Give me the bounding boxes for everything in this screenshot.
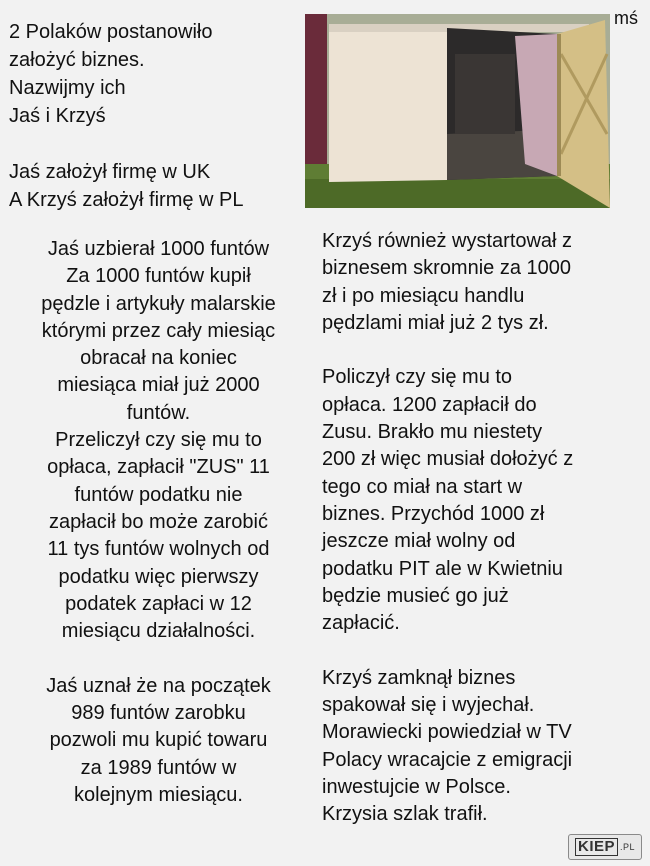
text-line: obracał na koniec bbox=[80, 347, 237, 370]
paragraph-gap bbox=[11, 645, 306, 672]
text-line: kolejnym miesiącu. bbox=[74, 783, 243, 806]
text-line: Krzyś również wystartował z bbox=[322, 230, 573, 252]
text-line: miesiącu działalności. bbox=[61, 620, 256, 643]
intro-line: założyć biznes. bbox=[9, 49, 145, 71]
text-line: spakował się i wyjechał. bbox=[322, 694, 535, 717]
text-line: funtów podatku nie bbox=[74, 483, 243, 506]
text-line: Morawiecki powiedział w TV bbox=[322, 721, 572, 744]
text-line: 11 tys funtów wolnych od bbox=[47, 538, 270, 561]
intro-line: Jaś założył firmę w UK bbox=[9, 161, 211, 183]
text-line: pozwoli mu kupić towaru bbox=[49, 729, 268, 752]
text-line: 989 funtów zarobku bbox=[71, 702, 246, 725]
left-column-story bbox=[11, 236, 306, 809]
watermark-main: KIEP bbox=[575, 838, 618, 856]
text-line: Polacy wracajcie z emigracji bbox=[322, 748, 573, 771]
text-line: biznesem skromnie za 1000 bbox=[322, 257, 572, 280]
text-line: zł i po miesiącu handlu bbox=[322, 284, 525, 307]
intro-text bbox=[9, 18, 301, 214]
text-line: 200 zł więc musiał dołożyć z bbox=[322, 448, 574, 471]
text-line: Zusu. Brakło mu niestety bbox=[322, 421, 543, 444]
intro-line: 2 Polaków postanowiło bbox=[9, 21, 213, 43]
text-line: opłaca, zapłacił "ZUS" 11 bbox=[47, 456, 270, 479]
text-line: Policzył czy się mu to bbox=[322, 366, 513, 389]
text-line: opłaca. 1200 zapłacił do bbox=[322, 393, 537, 416]
garage-illustration bbox=[305, 14, 610, 208]
intro-line: Nazwijmy ich bbox=[9, 77, 126, 99]
text-line: podatek zapłaci w 12 bbox=[65, 592, 252, 615]
right-column-story bbox=[322, 228, 622, 829]
paragraph-gap bbox=[322, 637, 622, 664]
text-line: którymi przez cały miesiąc bbox=[41, 319, 276, 342]
text-line: miesiąca miał już 2000 bbox=[57, 374, 260, 397]
text-line: Jaś uznał że na początek bbox=[46, 674, 271, 697]
text-line: Krzyś zamknął biznes bbox=[322, 666, 516, 689]
kiep-watermark-logo bbox=[568, 834, 642, 860]
watermark-suffix: .PL bbox=[620, 842, 636, 852]
text-line: pędzle i artykuły malarskie bbox=[41, 292, 276, 315]
text-line: podatku PIT ale w Kwietniu bbox=[322, 557, 563, 580]
text-line: jeszcze miał wolny od bbox=[322, 530, 516, 553]
garage-photo bbox=[305, 14, 610, 208]
text-line: inwestujcie w Polsce. bbox=[322, 775, 511, 798]
text-line: Za 1000 funtów kupił bbox=[66, 265, 251, 288]
text-line: funtów. bbox=[126, 401, 191, 424]
text-line: pędzlami miał już 2 tys zł. bbox=[322, 311, 549, 334]
text-line: podatku więc pierwszy bbox=[58, 565, 259, 588]
text-line: zapłacił bo może zarobić bbox=[49, 510, 268, 533]
text-line: Jaś uzbierał 1000 funtów bbox=[47, 238, 270, 260]
text-line: Przeliczył czy się mu to bbox=[55, 429, 262, 452]
paragraph-gap bbox=[9, 130, 301, 158]
paragraph-gap bbox=[322, 337, 622, 364]
signature: mś bbox=[614, 8, 638, 28]
text-line: będzie musieć go już bbox=[322, 584, 509, 607]
text-line: Krzysia szlak trafił. bbox=[322, 803, 488, 826]
text-line: biznes. Przychód 1000 zł bbox=[322, 502, 545, 525]
intro-line: Jaś i Krzyś bbox=[9, 105, 106, 127]
intro-line: A Krzyś założył firmę w PL bbox=[9, 189, 244, 211]
text-line: za 1989 funtów w bbox=[80, 756, 237, 779]
text-line: tego co miał na start w bbox=[322, 475, 523, 498]
text-line: zapłacić. bbox=[322, 612, 400, 635]
